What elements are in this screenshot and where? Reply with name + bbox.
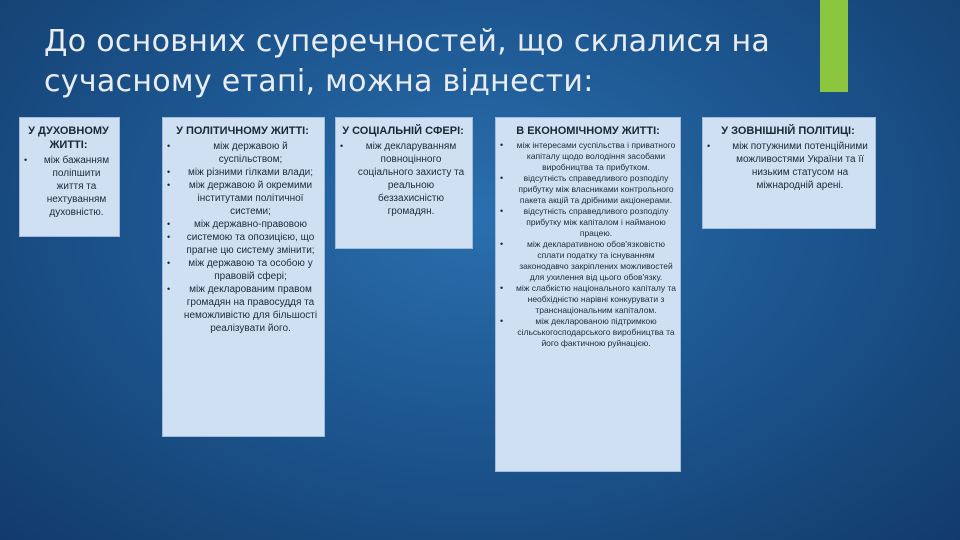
list-item: • відсутність справедливого розподілу прибутку між капіталом і найманою працею.	[498, 206, 678, 239]
card-title: У ПОЛІТИЧНОМУ ЖИТТІ:	[176, 125, 309, 137]
card-foreign-policy	[702, 117, 876, 229]
list-item: • між декларованим правом громадян на правосуддя та неможливістю для більшості реалізувати його.	[165, 283, 320, 335]
bullet-list	[338, 140, 468, 218]
list-item: • між декларуванням повноцінного соціального захисту та реальною беззахисністю громадян.	[338, 140, 468, 218]
list-item: • системою та опозицією, що прагне цю систему змінити;	[165, 231, 320, 257]
green-accent-bar	[820, 0, 848, 92]
list-item: • між бажанням поліпшити життя та нехтуванням духовністю.	[22, 154, 115, 219]
slide-title: До основних суперечностей, що склалися на сучасному етапі, можна віднести:	[44, 24, 771, 99]
list-item: • між державою й суспільством;	[165, 140, 320, 166]
list-item: • між декларованою підтримкою сільськогосподарського виробництва та його фактичною руйнацією.	[498, 316, 678, 349]
card-title: У СОЦІАЛЬНІЙ СФЕРІ:	[342, 125, 464, 137]
list-item: • між декларативною обов'язковістю сплати податку та існуванням законодавчо закріплених можливостей для ухилення від цього обов'язку.	[498, 239, 678, 283]
list-item: • між інтересами суспільства і приватного капіталу щодо володіння засобами виробництва та прибутком.	[498, 140, 678, 173]
card-spiritual-life	[19, 117, 120, 237]
card-title: У ЗОВНІШНІЙ ПОЛІТИЦІ:	[721, 125, 855, 137]
card-title: У ДУХОВНОМУ ЖИТТІ:	[28, 125, 109, 151]
list-item: • між державою й окремими інститутами політичної системи;	[165, 179, 320, 218]
list-item: • між різними гілками влади;	[165, 166, 320, 179]
list-item: • між державою та особою у правовій сфері;	[165, 257, 320, 283]
list-item: • між потужними потенційними можливостями України та її низьким статусом на міжнародній арені.	[705, 140, 871, 192]
bullet-list	[498, 140, 678, 349]
card-economic-life	[495, 117, 681, 472]
list-item: • між слабкістю національного капіталу та необхідністю нарівні конкурувати з транснаціональним капіталом.	[498, 283, 678, 316]
card-political-life	[162, 117, 325, 437]
list-item: • відсутність справедливого розподілу прибутку між власниками контрольного пакета акцій та дрібними акціонерами.	[498, 173, 678, 206]
card-social-sphere	[335, 117, 473, 249]
bullet-list	[165, 140, 320, 335]
bullet-list	[705, 140, 871, 192]
card-title: В ЕКОНОМІЧНОМУ ЖИТТІ:	[516, 125, 660, 137]
bullet-list	[22, 154, 115, 219]
list-item: • між державно-правовою	[165, 218, 320, 231]
